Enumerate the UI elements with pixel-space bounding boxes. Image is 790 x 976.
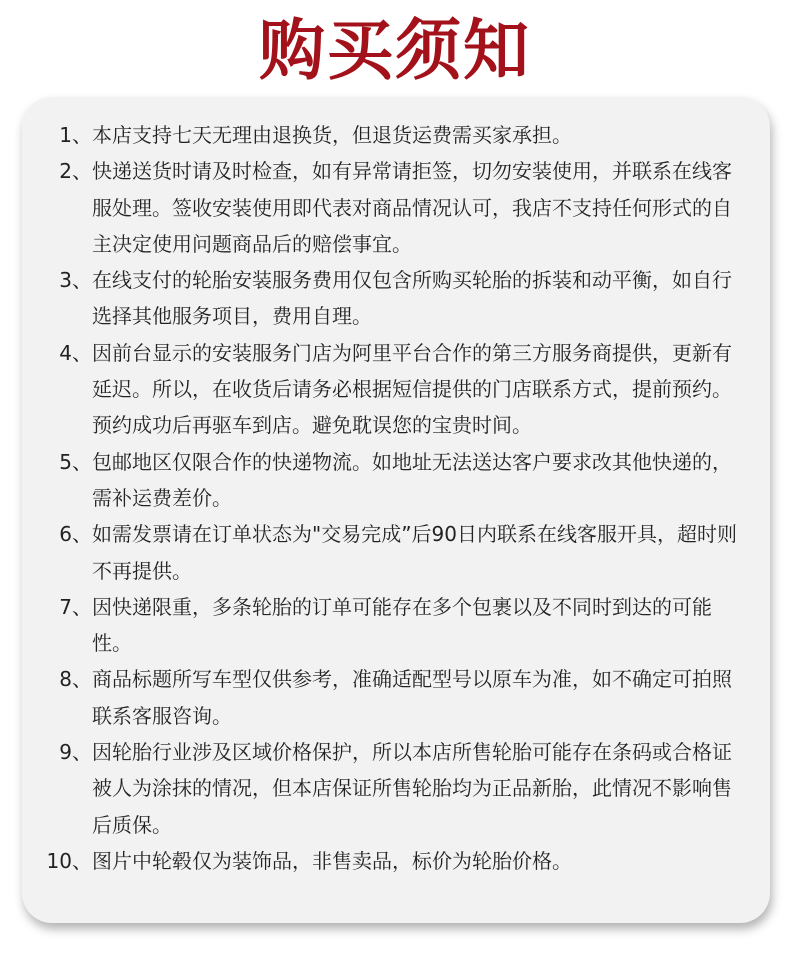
notice-number: 4、 <box>59 340 92 365</box>
notice-number: 8、 <box>59 667 92 692</box>
notice-item-10 <box>0 843 790 879</box>
notice-item-8 <box>0 661 790 734</box>
notice-number: 5、 <box>59 449 92 474</box>
notice-text: 商品标题所写车型仅供参考，准确适配型号以原车为准，如不确定可拍照联系客服咨询。 <box>92 667 732 728</box>
notice-number: 10、 <box>46 848 92 873</box>
notice-text: 因轮胎行业涉及区域价格保护，所以本店所售轮胎可能存在条码或合格证被人为涂抹的情况，但本店保证所售轮胎均为正品新胎，此情况不影响售后质保。 <box>92 740 732 837</box>
notice-text: 因前台显示的安装服务门店为阿里平台合作的第三方服务商提供，更新有延迟。所以，在收货后请务必根据短信提供的门店联系方式，提前预约。预约成功后再驱车到店。避免耽误您的宝贵时间。 <box>92 340 732 438</box>
notice-item-6 <box>0 516 790 589</box>
notice-number: 9、 <box>59 740 92 765</box>
notice-text: 因快递限重，多条轮胎的订单可能存在多个包裹以及不同时到达的可能性。 <box>92 594 712 656</box>
notice-number: 7、 <box>59 594 92 619</box>
page-title: 购买须知 <box>259 12 531 89</box>
notice-text: 如需发票请在订单状态为"交易完成”后90日内联系在线客服开具，超时则不再提供。 <box>92 522 738 583</box>
notice-item-1 <box>0 117 790 153</box>
notice-text: 在线支付的轮胎安装服务费用仅包含所购买轮胎的拆装和动平衡，如自行选择其他服务项目，费用自理。 <box>92 268 732 329</box>
notice-item-9 <box>0 734 790 843</box>
notice-number: 1、 <box>59 123 92 147</box>
notice-number: 2、 <box>59 159 92 184</box>
notice-text: 快递送货时请及时检查，如有异常请拒签，切勿安装使用，并联系在线客服处理。签收安装使用即代表对商品情况认可，我店不支持任何形式的自主决定使用问题商品后的赔偿事宜。 <box>92 159 732 256</box>
notice-list <box>0 117 790 879</box>
notice-item-2 <box>0 153 790 262</box>
notice-item-3 <box>0 262 790 335</box>
notice-item-7 <box>0 589 790 662</box>
notice-text: 本店支持七天无理由退换货，但退货运费需买家承担。 <box>92 123 572 147</box>
notice-item-5 <box>0 444 790 517</box>
notice-item-4 <box>0 335 790 444</box>
notice-text: 包邮地区仅限合作的快递物流。如地址无法送达客户要求改其他快递的，需补运费差价。 <box>92 449 732 510</box>
notice-text: 图片中轮毂仅为装饰品，非售卖品，标价为轮胎价格。 <box>92 848 572 873</box>
notice-number: 6、 <box>59 522 92 547</box>
notice-number: 3、 <box>59 268 92 293</box>
